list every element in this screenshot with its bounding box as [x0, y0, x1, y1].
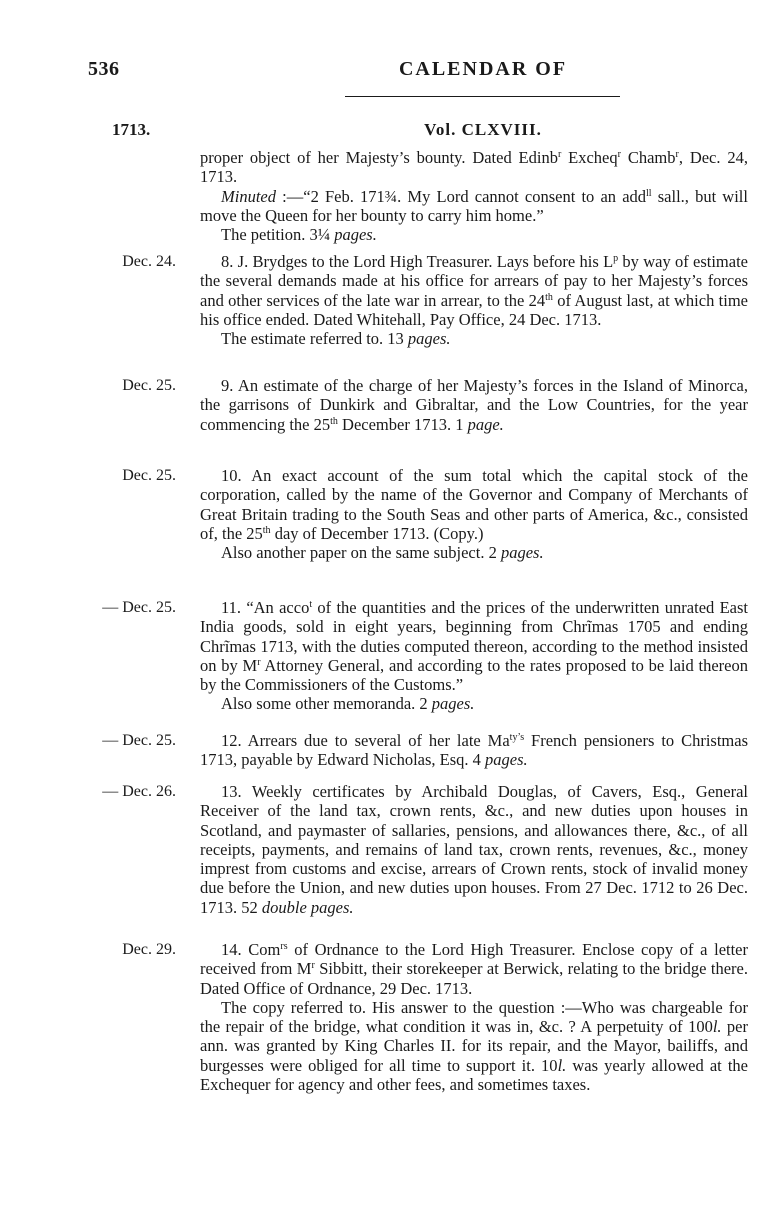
entry-date: Dec. 29. — [122, 941, 176, 958]
italic-text: pages. — [334, 225, 377, 245]
superscript: r — [675, 149, 679, 160]
text-run: December 1713. 1 — [337, 414, 468, 434]
text-run: per ann. was granted by King Charles II. for its repair, and the Mayor, bailiffs, and burgesses were obliged for all time to support it. 10 — [200, 1017, 748, 1075]
superscript: p — [613, 253, 619, 264]
entry-paragraph — [200, 940, 748, 998]
text-run: Sibbitt, their storekeeper at Berwick, relating to the bridge there. Dated Office of Ordnance, 29 Dec. 1713. — [200, 959, 749, 998]
entry-paragraph — [200, 466, 748, 543]
text-run: of Ordnance to the Lord High Treasurer. Enclose copy of a letter received from M — [200, 940, 749, 979]
superscript: th — [262, 524, 271, 536]
text-run: day of December 1713. (Copy.) — [270, 523, 484, 543]
text-run: The petition. 3¼ — [221, 225, 335, 245]
italic-text: page. — [467, 414, 504, 434]
superscript: r — [311, 960, 315, 972]
text-run: of August last, at which time his office ended. Dated Whitehall, Pay Office, 24 Dec. 1713. — [200, 290, 748, 329]
entry-paragraph — [200, 187, 748, 226]
text-run: 10. An exact account of the sum total which the capital stock of the corporation, called by the name of the Governor and Company of Merchants of Great Britain trading to the South Seas and other parts of America, &c., consisted of, the 25 — [200, 466, 748, 543]
page-number: 536 — [88, 58, 120, 80]
entry-paragraph — [200, 694, 748, 713]
italic-text: l. — [557, 1055, 567, 1075]
text-run: Chamb — [620, 148, 676, 167]
entry-date: Dec. 25. — [122, 467, 176, 484]
superscript: rs — [280, 941, 288, 952]
entry-date: Dec. 24. — [122, 253, 176, 270]
text-run: The estimate referred to. 13 — [221, 329, 408, 349]
header-rule — [345, 96, 620, 97]
text-run: 8. J. Brydges to the Lord High Treasurer. Lays before his L — [221, 252, 614, 271]
text-run: , Dec. 24, 1713. — [200, 148, 748, 187]
entry-paragraph — [200, 731, 748, 770]
text-run: :—“2 Feb. 171¾. My Lord cannot consent to an add — [276, 186, 647, 206]
entry-paragraph — [200, 782, 748, 917]
entry-body — [200, 252, 748, 348]
superscript: r — [617, 149, 621, 160]
entry-body — [200, 148, 748, 244]
running-title: CALENDAR OF — [398, 58, 568, 80]
superscript: t — [309, 599, 313, 610]
text-run: by way of estimate the several demands made at his office for arrears of pay to her Majesty’s forces and other services of the late war in arrear, to the 24 — [200, 252, 748, 310]
text-run: of the quantities and the prices of the underwritten unrated East India goods, sold in eight years, beginning from Chrĩmas 1705 and ending Chrĩmas 1713, with the duties computed thereon, according to the method insisted on by M — [200, 598, 748, 675]
text-run: sall., but will move the Queen for her bounty to carry him home.” — [200, 186, 748, 225]
year-marker: 1713. — [112, 120, 151, 139]
entry-body — [200, 466, 748, 562]
italic-text: pages. — [500, 543, 544, 563]
text-run: 12. Arrears due to several of her late Ma — [221, 731, 510, 750]
entry-paragraph — [200, 225, 748, 244]
italic-text: double pages. — [261, 897, 354, 917]
entry-body — [200, 782, 748, 917]
superscript: ll — [646, 187, 652, 199]
italic-text: pages. — [485, 750, 528, 770]
italic-text: l. — [712, 1017, 722, 1037]
entry-date: Dec. 25. — [122, 377, 176, 394]
entry-date: — Dec. 25. — [102, 732, 176, 749]
text-run: The copy referred to. His answer to the question :—Who was chargeable for the repair of the bridge, what condition it was in, &c. ? A perpetuity of 100 — [200, 997, 748, 1037]
text-run: French pensioners to Christmas 1713, payable by Edward Nicholas, Esq. 4 — [200, 731, 749, 770]
superscript: r — [257, 656, 261, 668]
superscript: th — [545, 291, 553, 303]
italic-text: Minuted — [221, 186, 276, 206]
text-run: Attorney General, and according to the rates proposed to be laid thereon by the Commissioners of the Customs.” — [200, 655, 748, 695]
entry-paragraph — [200, 252, 748, 329]
text-run: 9. An estimate of the charge of her Majesty’s forces in the Island of Minorca, the garrisons of Dunkirk and Gibraltar, and the Low Countries, for the year commencing the 25 — [200, 376, 748, 434]
entry-paragraph — [200, 329, 748, 348]
entry-body — [200, 376, 748, 434]
entry-body — [200, 598, 748, 714]
text-run: proper object of her Majesty’s bounty. Dated Edinb — [200, 148, 558, 167]
text-run: Also some other memoranda. 2 — [221, 694, 432, 714]
superscript: ty’s — [509, 732, 525, 743]
entry-body — [200, 731, 748, 770]
text-run: 13. Weekly certificates by Archibald Douglas, of Cavers, Esq., General Receiver of the land tax, crown rents, &c., and new duties upon houses in Scotland, and paymaster of sallaries, pensions, and allowances there, &c., of all receipts, payments, and remains of land tax, crown rents, revenues, &c., money imprest from customs and excise, arrears of Crown rents, stock of invalid money due before the Union, and new duties upon houses. From 27 Dec. 1712 to 26 Dec. 1713. 52 — [200, 782, 748, 917]
italic-text: pages. — [431, 694, 475, 714]
entry-date: — Dec. 26. — [102, 783, 176, 800]
volume-heading: Vol. CLXVIII. — [424, 120, 542, 139]
italic-text: pages. — [407, 329, 451, 349]
entry-paragraph — [200, 543, 748, 562]
text-run: 11. “An acco — [221, 598, 310, 617]
text-run: was yearly allowed at the Exchequer for agency and other fees, and sometimes taxes. — [200, 1055, 748, 1095]
text-run: Excheq — [561, 148, 618, 167]
entry-paragraph — [200, 598, 748, 694]
entry-paragraph — [200, 376, 748, 434]
superscript: r — [557, 149, 562, 160]
superscript: th — [330, 415, 338, 427]
entry-paragraph — [200, 998, 748, 1094]
entry-date: — Dec. 25. — [102, 599, 176, 616]
entry-paragraph — [200, 148, 748, 187]
text-run: 14. Com — [221, 940, 281, 959]
entry-body — [200, 940, 748, 1094]
text-run: Also another paper on the same subject. 2 — [221, 543, 501, 563]
